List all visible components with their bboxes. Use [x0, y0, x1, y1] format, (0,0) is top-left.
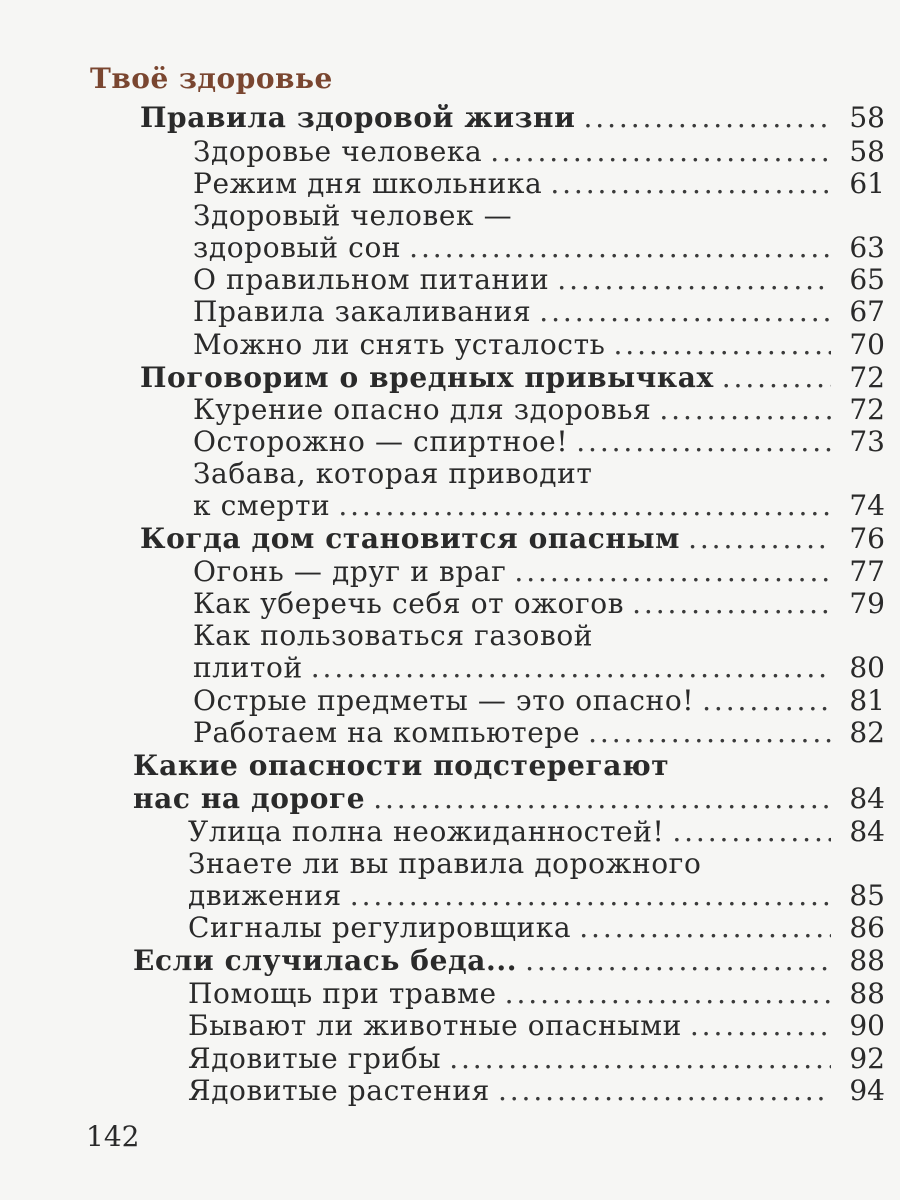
dot-leader [350, 879, 831, 913]
toc-page-number: 84 [849, 815, 885, 848]
toc-page-number: 63 [849, 231, 885, 264]
toc-item[interactable] [193, 716, 885, 750]
toc-heading[interactable] [133, 782, 885, 816]
toc-item-text: Ядовитые растения [188, 1074, 490, 1107]
toc-item[interactable] [188, 1009, 885, 1043]
toc-item-text: Ядовитые грибы [188, 1042, 442, 1075]
toc-page-number: 92 [849, 1042, 885, 1075]
dot-leader [584, 101, 832, 135]
toc-heading[interactable] [140, 101, 885, 135]
toc-page-number: 85 [849, 879, 885, 912]
dot-leader [505, 977, 831, 1011]
dot-leader [539, 295, 831, 329]
toc-page-number: 90 [849, 1009, 885, 1042]
toc-item-text: Бывают ли животные опасными [188, 1009, 682, 1042]
toc-item-text: Забава, которая приводит [193, 457, 593, 490]
toc-item-text: движения [188, 879, 342, 912]
toc-item-text: Помощь при травме [188, 977, 497, 1010]
toc-heading[interactable] [140, 361, 885, 395]
dot-leader [672, 815, 831, 849]
toc-item[interactable] [193, 587, 885, 621]
toc-page-number: 58 [849, 135, 885, 168]
toc-page-number: 88 [849, 977, 885, 1010]
toc-item[interactable] [188, 1042, 885, 1076]
toc-heading-text: нас на дороге [133, 782, 366, 815]
toc-page-number: 82 [849, 716, 885, 749]
toc-page-number: 58 [849, 101, 885, 134]
toc-heading-text: Какие опасности подстерегают [133, 749, 670, 782]
toc-item[interactable] [193, 425, 885, 459]
toc-item-text: Работаем на компьютере [193, 716, 581, 749]
toc-item-text: Осторожно — спиртное! [193, 425, 569, 458]
toc-item-text: здоровый сон [193, 231, 402, 264]
toc-item-text: Знаете ли вы правила дорожного [188, 847, 702, 880]
toc-item-continued[interactable] [193, 619, 885, 653]
page-number: 142 [86, 1120, 140, 1153]
dot-leader [449, 1042, 831, 1076]
toc-item[interactable] [188, 911, 885, 945]
toc-page-number: 65 [849, 263, 885, 296]
toc-item[interactable] [193, 684, 885, 718]
toc-item-text: к смерти [193, 489, 331, 522]
toc-item[interactable] [193, 393, 885, 427]
toc-item[interactable] [193, 489, 885, 523]
section-title: Твоё здоровье [90, 62, 333, 95]
toc-item[interactable] [193, 167, 885, 201]
toc-item-text: Сигналы регулировщика [188, 911, 572, 944]
dot-leader [409, 231, 831, 265]
toc-item-text: Улица полна неожиданностей! [188, 815, 665, 848]
toc-item-text: Режим дня школьника [193, 167, 543, 200]
toc-item-text: Острые предметы — это опасно! [193, 684, 695, 717]
toc-item-text: Здоровый человек — [193, 199, 513, 232]
toc-item-text: Курение опасно для здоровья [193, 393, 652, 426]
toc-item-text: Огонь — друг и враг [193, 555, 507, 588]
toc-item-text: О правильном питании [193, 263, 550, 296]
dot-leader [550, 167, 831, 201]
dot-leader [632, 587, 831, 621]
toc-page-number: 77 [849, 555, 885, 588]
dot-leader [498, 1074, 831, 1108]
toc-page-number: 80 [849, 651, 885, 684]
toc-page-number: 88 [849, 944, 885, 977]
toc-page-number: 73 [849, 425, 885, 458]
toc-heading[interactable] [133, 944, 885, 978]
dot-leader [688, 522, 831, 556]
toc-page-number: 61 [849, 167, 885, 200]
toc-page-number: 81 [849, 684, 885, 717]
toc-item-continued[interactable] [193, 199, 885, 233]
toc-page-number: 67 [849, 295, 885, 328]
toc-item-text: плитой [193, 651, 303, 684]
toc-item-continued[interactable] [188, 847, 885, 881]
dot-leader [722, 361, 831, 395]
dot-leader [614, 328, 832, 362]
toc-page-number: 70 [849, 328, 885, 361]
toc-item-text: Как уберечь себя от ожогов [193, 587, 625, 620]
toc-page-number: 94 [849, 1074, 885, 1107]
dot-leader [576, 425, 831, 459]
toc-item[interactable] [188, 815, 885, 849]
toc-item[interactable] [193, 651, 885, 685]
toc-item-text: Как пользоваться газовой [193, 619, 594, 652]
toc-page-number: 84 [849, 782, 885, 815]
toc-page-number: 74 [849, 489, 885, 522]
toc-item-text: Правила закаливания [193, 295, 532, 328]
dot-leader [338, 489, 831, 523]
dot-leader [311, 651, 831, 685]
toc-heading-text: Правила здоровой жизни [140, 101, 576, 134]
toc-item-text: Здоровье человека [193, 135, 483, 168]
dot-leader [690, 1009, 831, 1043]
toc-page-number: 79 [849, 587, 885, 620]
toc-item[interactable] [188, 1074, 885, 1108]
toc-heading[interactable] [140, 522, 885, 556]
toc-item[interactable] [188, 977, 885, 1011]
dot-leader [659, 393, 831, 427]
toc-item[interactable] [193, 295, 885, 329]
toc-heading-continued[interactable] [133, 749, 885, 783]
toc-heading-text: Когда дом становится опасным [140, 522, 681, 555]
toc-page-number: 86 [849, 911, 885, 944]
toc-page-number: 76 [849, 522, 885, 555]
toc-heading-text: Если случилась беда... [133, 944, 518, 977]
toc-item[interactable] [193, 231, 885, 265]
toc-item[interactable] [193, 263, 885, 297]
dot-leader [514, 555, 831, 589]
toc-item[interactable] [188, 879, 885, 913]
toc-heading-text: Поговорим о вредных привычках [140, 361, 714, 394]
dot-leader [588, 716, 831, 750]
toc-item[interactable] [193, 555, 885, 589]
dot-leader [490, 135, 831, 169]
toc-page-number: 72 [849, 361, 885, 394]
toc-item[interactable] [193, 328, 885, 362]
toc-item-continued[interactable] [193, 457, 885, 491]
dot-leader [579, 911, 831, 945]
dot-leader [525, 944, 831, 978]
toc-item[interactable] [193, 135, 885, 169]
toc-page-number: 72 [849, 393, 885, 426]
dot-leader [702, 684, 831, 718]
dot-leader [557, 263, 831, 297]
dot-leader [373, 782, 831, 816]
toc-item-text: Можно ли снять усталость [193, 328, 606, 361]
